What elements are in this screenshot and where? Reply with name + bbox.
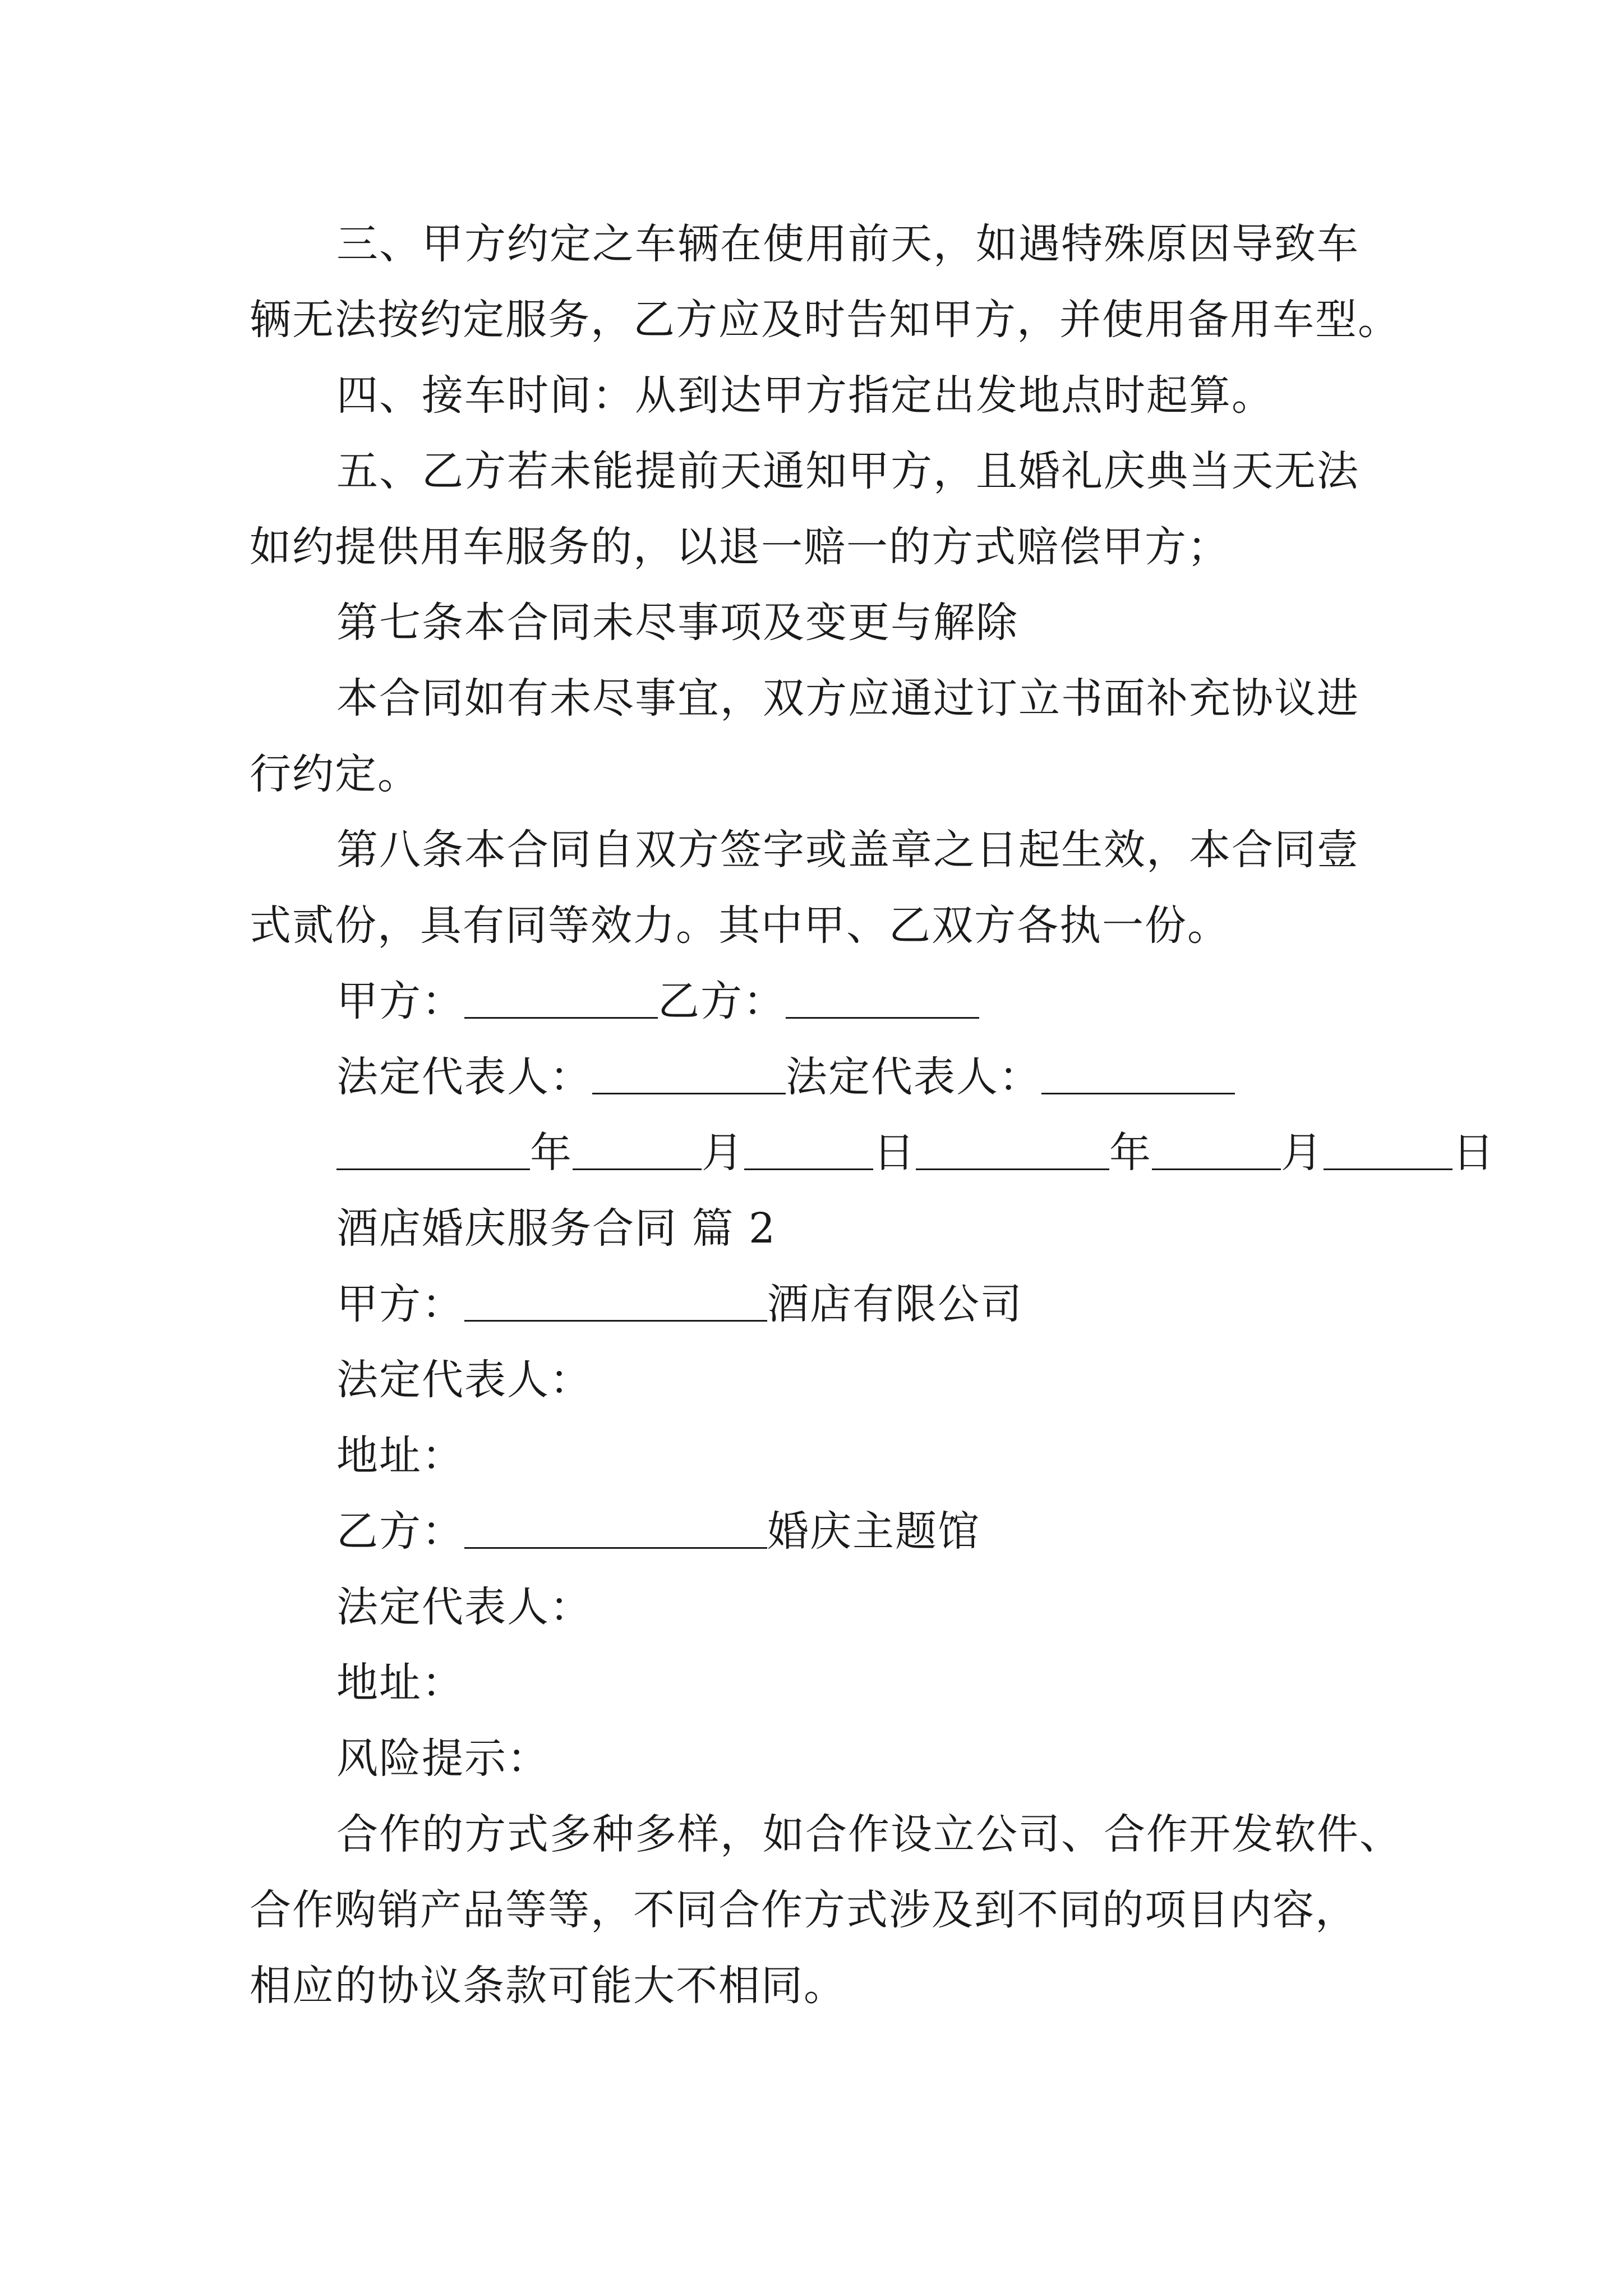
contract-2-party-b: [336, 1503, 1481, 1559]
legal-rep-a-label: 法定代表人：: [336, 1053, 592, 1101]
clause-5-line-1: 五、乙方若未能提前天通知甲方，且婚礼庆典当天无法: [336, 447, 1359, 495]
party-a-blank: [464, 973, 658, 1019]
risk-line-3: 相应的协议条款可能大不相同。: [250, 1962, 846, 2010]
article-7-line-2: 行约定。: [250, 750, 420, 798]
contract-2-address-a: 地址：: [336, 1432, 464, 1480]
month-b-blank: [1152, 1125, 1281, 1170]
party-a-name-blank: [464, 1276, 767, 1322]
day-a-blank: [744, 1125, 873, 1170]
signature-legal-rep-line: [336, 1049, 1481, 1105]
risk-line-2: 合作购销产品等等，不同合作方式涉及到不同的项目内容，: [250, 1886, 1358, 1934]
day-b-blank: [1324, 1125, 1453, 1170]
party-b-suffix: 婚庆主题馆: [767, 1507, 980, 1556]
party-b-blank: [786, 973, 979, 1019]
day-b-label: 日: [1453, 1129, 1495, 1177]
month-a-blank: [573, 1125, 702, 1170]
legal-rep-b-blank: [1041, 1049, 1235, 1094]
party-b-label: 乙方：: [658, 977, 786, 1025]
article-7-heading: 第七条本合同未尽事项及变更与解除: [336, 599, 1018, 647]
contract-2-legal-rep-b: 法定代表人：: [336, 1583, 592, 1631]
risk-label: 风险提示：: [336, 1734, 550, 1783]
article-8-line-1: 第八条本合同自双方签字或盖章之日起生效，本合同壹: [336, 826, 1359, 874]
signature-parties-line: [336, 973, 1481, 1029]
article-8-line-2: 式贰份，具有同等效力。其中甲、乙双方各执一份。: [250, 901, 1230, 950]
signature-date-line: [336, 1125, 1495, 1181]
month-b-label: 月: [1281, 1129, 1324, 1177]
legal-rep-b-label: 法定代表人：: [786, 1053, 1041, 1101]
contract-2-title: 酒店婚庆服务合同 篇 2: [336, 1204, 777, 1253]
clause-3-line-1: 三、甲方约定之车辆在使用前天，如遇特殊原因导致车: [336, 220, 1359, 268]
party-a-label: 甲方：: [336, 1280, 464, 1328]
year-a-blank: [336, 1125, 530, 1170]
party-a-suffix: 酒店有限公司: [767, 1280, 1023, 1328]
contract-2-address-b: 地址：: [336, 1659, 464, 1707]
month-a-label: 月: [702, 1129, 744, 1177]
year-b-label: 年: [1109, 1129, 1152, 1177]
party-b-label: 乙方：: [336, 1507, 464, 1556]
year-a-label: 年: [530, 1129, 573, 1177]
year-b-blank: [916, 1125, 1109, 1170]
contract-2-party-a: [336, 1276, 1481, 1332]
contract-2-legal-rep-a: 法定代表人：: [336, 1356, 592, 1404]
clause-4: 四、接车时间：从到达甲方指定出发地点时起算。: [336, 371, 1274, 420]
party-b-name-blank: [464, 1503, 767, 1549]
legal-rep-a-blank: [592, 1049, 786, 1094]
party-a-label: 甲方：: [336, 977, 464, 1025]
risk-line-1: 合作的方式多种多样，如合作设立公司、合作开发软件、: [336, 1810, 1402, 1858]
day-a-label: 日: [873, 1129, 916, 1177]
article-7-line-1: 本合同如有未尽事宜，双方应通过订立书面补充协议进: [336, 674, 1359, 723]
clause-3-line-2: 辆无法按约定服务，乙方应及时告知甲方，并使用备用车型。: [250, 296, 1400, 344]
clause-5-line-2: 如约提供用车服务的，以退一赔一的方式赔偿甲方；: [250, 523, 1230, 571]
